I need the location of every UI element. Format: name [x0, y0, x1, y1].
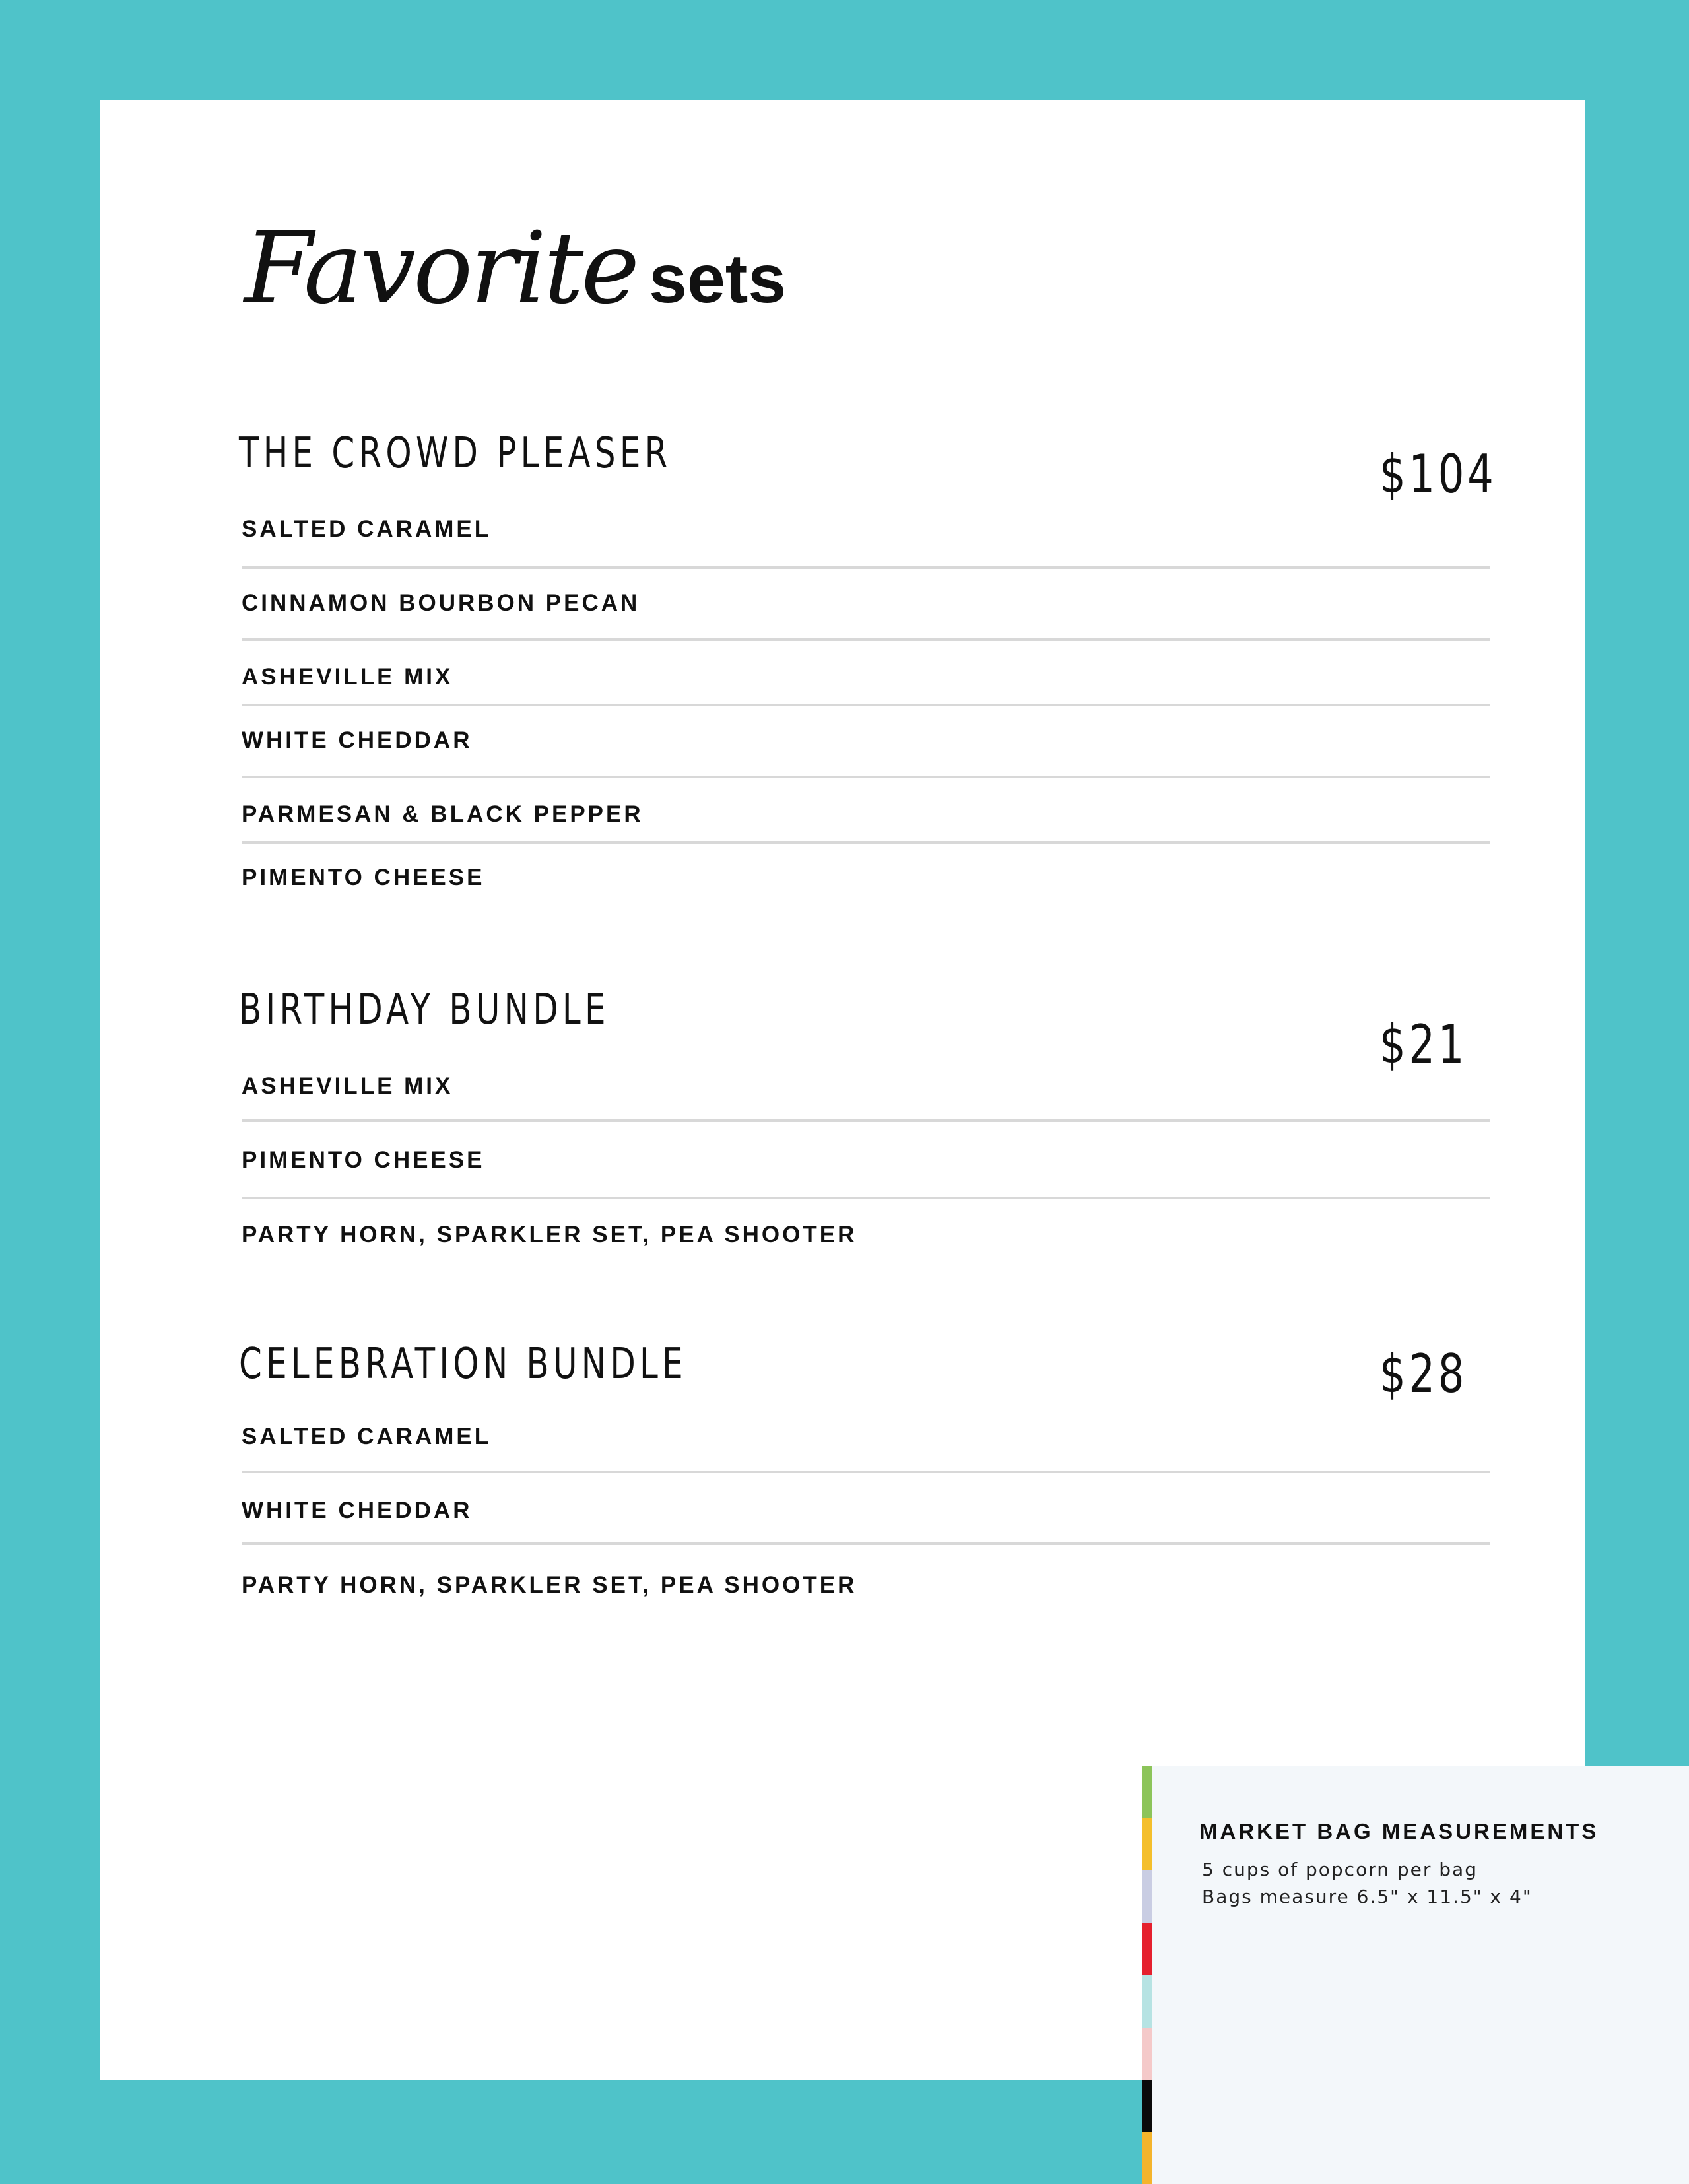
stripe-green: [1142, 1766, 1152, 1818]
stripe-yellow: [1142, 1818, 1152, 1870]
set-item: ASHEVILLE MIX: [242, 1073, 453, 1099]
stripe-aqua: [1142, 1975, 1152, 2028]
title-script-word: Favorite: [244, 211, 638, 326]
set-item: SALTED CARAMEL: [242, 516, 492, 542]
divider: [242, 638, 1490, 641]
market-bag-title: MARKET BAG MEASUREMENTS: [1199, 1819, 1599, 1843]
market-bag-panel: [1142, 1766, 1689, 2184]
set-price-birthday-bundle: $21: [1379, 1014, 1468, 1075]
color-stripe-bar: [1142, 1766, 1152, 2184]
stripe-orange: [1142, 2132, 1152, 2184]
set-item: PARMESAN & BLACK PEPPER: [242, 801, 644, 827]
divider: [242, 1542, 1490, 1545]
set-item: CINNAMON BOURBON PECAN: [242, 590, 640, 616]
market-bag-line: Bags measure 6.5" x 11.5" x 4": [1202, 1886, 1533, 1907]
divider: [242, 566, 1490, 569]
divider: [242, 1119, 1490, 1122]
divider: [242, 1471, 1490, 1473]
set-price-crowd-pleaser: $104: [1379, 444, 1497, 505]
set-price-celebration-bundle: $28: [1379, 1343, 1468, 1405]
stripe-lavender: [1142, 1870, 1152, 1923]
set-name-birthday-bundle: BIRTHDAY BUNDLE: [239, 985, 610, 1034]
set-item: PARTY HORN, SPARKLER SET, PEA SHOOTER: [242, 1572, 857, 1598]
set-name-crowd-pleaser: THE CROWD PLEASER: [239, 429, 672, 478]
stripe-red: [1142, 1923, 1152, 1975]
set-item: PIMENTO CHEESE: [242, 1147, 485, 1173]
set-item: WHITE CHEDDAR: [242, 1498, 473, 1523]
page-title: [244, 211, 786, 326]
market-bag-line: 5 cups of popcorn per bag: [1202, 1859, 1478, 1880]
divider: [242, 704, 1490, 706]
set-item: WHITE CHEDDAR: [242, 727, 473, 753]
set-item: SALTED CARAMEL: [242, 1424, 492, 1449]
stripe-pink: [1142, 2028, 1152, 2080]
set-item: PIMENTO CHEESE: [242, 865, 485, 890]
stripe-black: [1142, 2080, 1152, 2132]
divider: [242, 776, 1490, 778]
set-item: PARTY HORN, SPARKLER SET, PEA SHOOTER: [242, 1222, 857, 1247]
divider: [242, 1197, 1490, 1199]
divider: [242, 841, 1490, 844]
set-item: ASHEVILLE MIX: [242, 664, 453, 690]
title-bold-word: sets: [649, 241, 787, 317]
set-name-celebration-bundle: CELEBRATION BUNDLE: [239, 1340, 687, 1389]
